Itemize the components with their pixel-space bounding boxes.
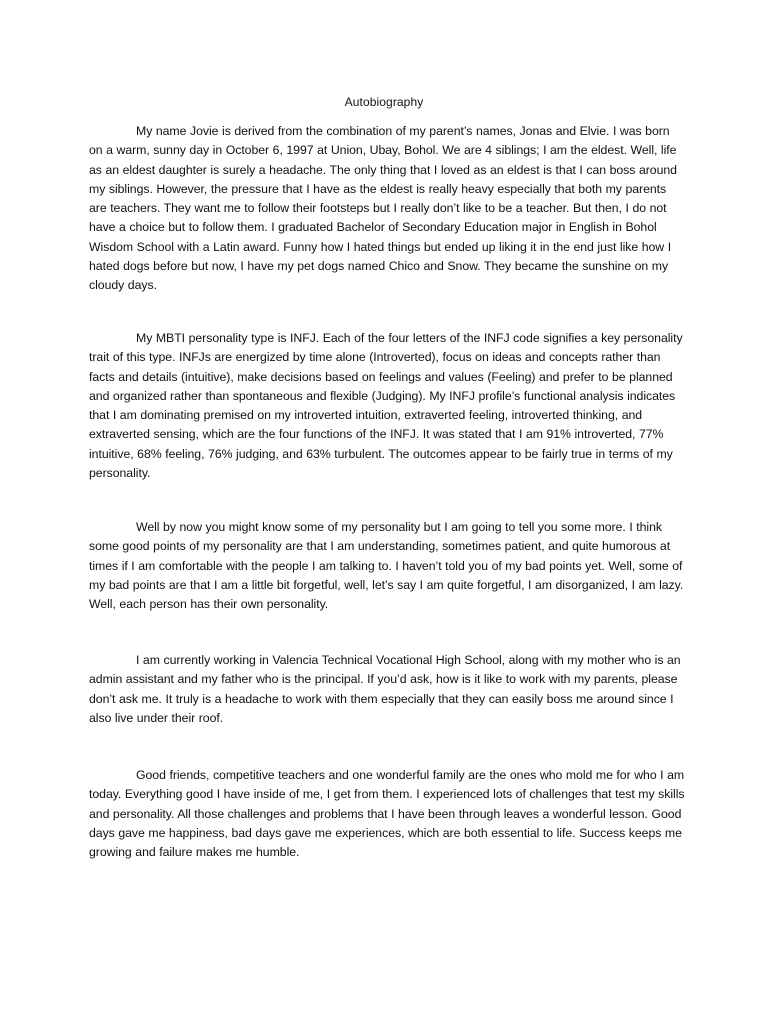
paragraph-5: Good friends, competitive teachers and one wonderful family are the ones who mold me for who I am today. Everything good I have inside of me, I get from them. I experienced lots of challenges that test my skills and personality. All those challenges and problems that I have been through leaves a wonderful lesson. Good days gave me happiness, bad days gave me experiences, which are both essential to life. Success keeps me growing and failure makes me humble. <box>89 768 685 860</box>
paragraph-2: My MBTI personality type is INFJ. Each of the four letters of the INFJ code signifies a key personality trait of this type. INFJs are energized by time alone (Introverted), focus on ideas and concepts rather than facts and details (intuitive), make decisions based on feelings and values (Feeling) and prefer to be planned and organized rather than spontaneous and flexible (Judging). My INFJ profile’s functional analysis indicates that I am dominating premised on my introverted intuition, extraverted feeling, introverted thinking, and extraverted sensing, which are the four functions of the INFJ. It was stated that I am 91% introverted, 77% intuitive, 68% feeling, 76% judging, and 63% turbulent. The outcomes appear to be fairly true in terms of my personality. <box>89 331 683 481</box>
paragraph-1: My name Jovie is derived from the combination of my parent’s names, Jonas and Elvie. I was born on a warm, sunny day in October 6, 1997 at Union, Ubay, Bohol. We are 4 siblings; I am the eldest. Well, life as an eldest daughter is surely a headache. The only thing that I loved as an eldest is that I can boss around my siblings. However, the pressure that I have as the eldest is really heavy especially that both my parents are teachers. They want me to follow their footsteps but I really don’t like to be a teacher. But then, I do not have a choice but to follow them. I graduated Bachelor of Secondary Education major in English in Bohol Wisdom School with a Latin award. Funny how I hated things but ended up liking it in the end just like how I hated dogs before but now, I have my pet dogs named Chico and Snow. They became the sunshine on my cloudy days. <box>89 124 677 293</box>
document-title: Autobiography <box>344 95 424 109</box>
paragraph-3: Well by now you might know some of my personality but I am going to tell you some more. I think some good points of my personality are that I am understanding, sometimes patient, and quite humorous at times if I am comfortable with the people I am talking to. I haven’t told you of my bad points yet. Well, some of my bad points are that I am a little bit forgetful, well, let’s say I am quite forgetful, I am disorganized, I am lazy. Well, each person has their own personality. <box>89 520 684 612</box>
paragraph-4: I am currently working in Valencia Technical Vocational High School, along with my mother who is an admin assistant and my father who is the principal. If you’d ask, how is it like to work with my parents, please don’t ask me. It truly is a headache to work with them especially that they can easily boss me around since I also live under their roof. <box>89 653 681 725</box>
